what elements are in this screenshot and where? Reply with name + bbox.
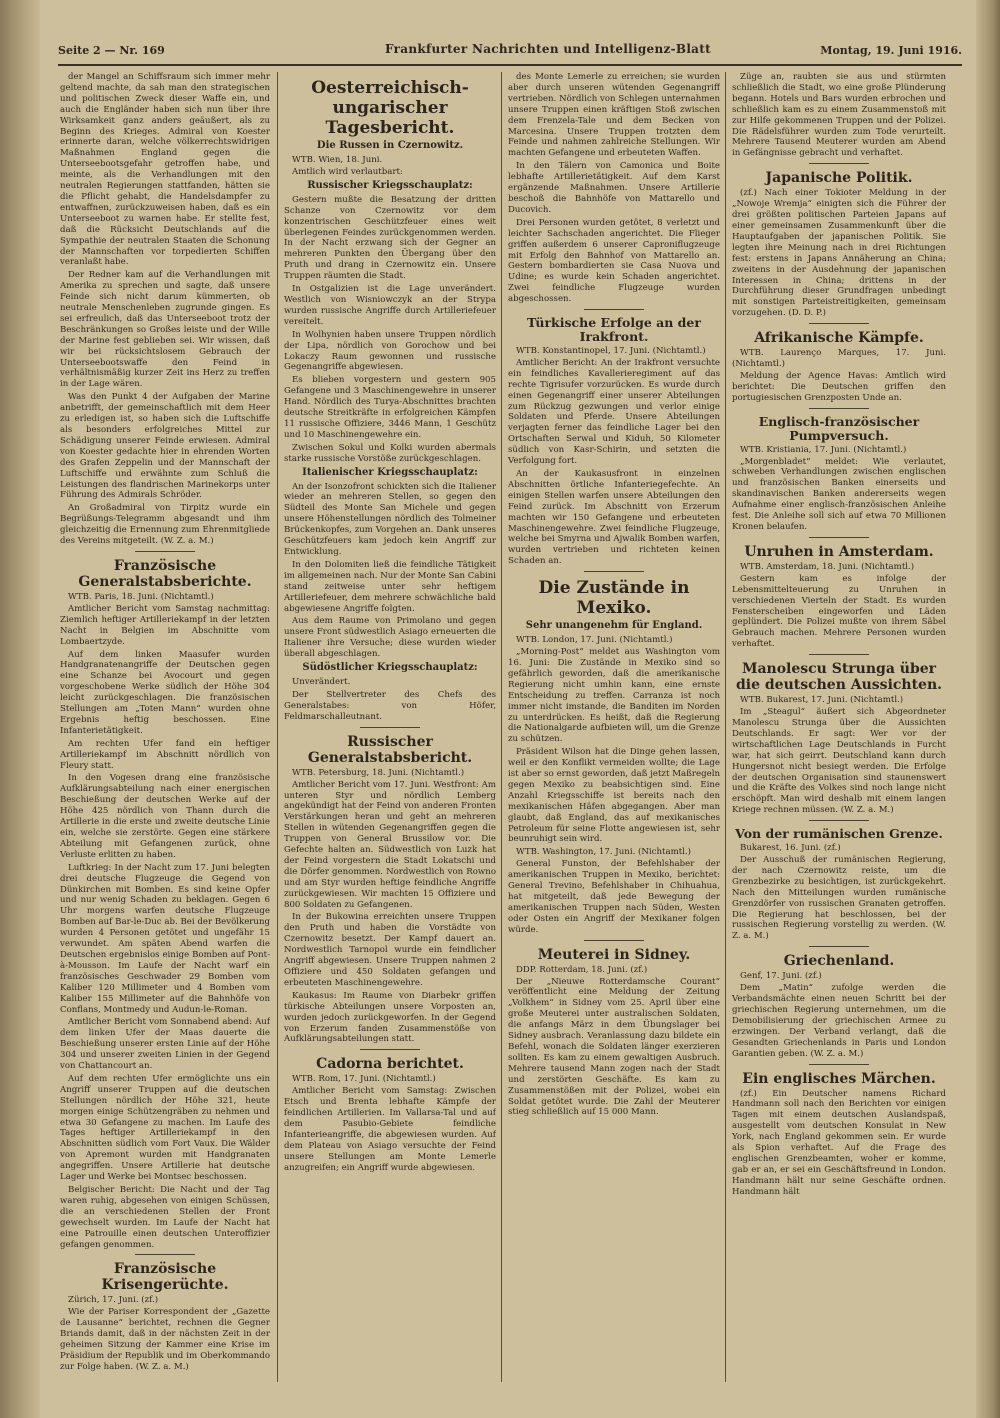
dateline: WTB. Bukarest, 17. Juni. (Nichtamtl.)	[740, 695, 904, 706]
dateline: Zürich, 17. Juni. (zf.)	[68, 1295, 159, 1306]
subheadline: Die Russen in Czernowitz.	[316, 140, 464, 151]
article-paragraph: Es blieben vorgestern und gestern 905 Gefangene und 3 Maschinengewehre in unserer Hand. Nördlich des Turya-Abschnittes brachten deutsche Streitkräfte in erfolgreichen Kämpfen 11 russische Offiziere, 3446 Mann, 1 Geschütz und 10 Maschinengewehre ein.	[284, 375, 496, 440]
headline-manolescu: Manolescu Strunga über die deutschen Aussichten.	[735, 661, 943, 694]
article-paragraph: General Funston, der Befehlshaber der amerikanischen Truppen in Mexiko, berichtet: General Trevino, Befehlshaber in Chihuahua, hat mitgeteilt, daß jede Bewegung der amerikanischen Truppen nach Süden, Westen oder Osten ein Angriff der Mexikaner folgen würde.	[508, 859, 720, 935]
section-heading: Italienischer Kriegsschauplatz:	[302, 466, 478, 478]
column-2	[284, 72, 496, 1392]
page-number: Seite 2 — Nr. 169	[58, 44, 165, 57]
column-rule	[725, 72, 726, 1382]
article-separator	[809, 163, 869, 164]
article-paragraph: Auf dem rechten Ufer ermöglichte uns ein Angriff unserer Truppen auf die deutschen Stellungen nördlich der Höhe 321, heute morgen einige Schützengräben zu nehmen und etwa 30 Gefangene zu machen. Im Laufe des Tages heftiger Artilleriekampf in den Abschnitten südlich vom Fort Vaux. Die Wälder von Apremont wurden mit Handgranaten angegriffen. Unsere Artillerie hat deutsche Lager und Werke bei Montsec beschossen.	[60, 1073, 270, 1183]
article-paragraph: In den Dolomiten ließ die feindliche Tätigkeit im allgemeinen nach. Nur der Monte San Cabini stand zeitweise unter sehr heftigem Artilleriefeuer, dem mehrere schwächliche bald abgewiesene Angriffe folgten.	[284, 559, 496, 614]
column-1	[60, 72, 270, 1392]
article-paragraph: „Morning-Post“ meldet aus Washington vom 16. Juni: Die Zustände in Mexiko sind so gefährlich geworden, daß die amerikanische Regierung nicht umhin kann, eine ernste Entscheidung zu treffen. Carranza ist noch immer nicht imstande, die Banditen im Norden zu unterdrücken. Es heißt, daß die Regierung die Nationalgarde aufbieten will, um die Grenze zu schützen.	[508, 647, 720, 745]
headline-cadorna: Cadorna berichtet.	[316, 1056, 464, 1073]
article-separator	[584, 309, 644, 310]
article-paragraph: Belgischer Bericht: Die Nacht und der Tag waren ruhig, abgesehen von einigen Schüssen, die an verschiedenen Stellen der Front gewechselt wurden. Im Laufe der Nacht hat eine Patrouille einen deutschen Unteroffizier gefangen genommen.	[60, 1185, 270, 1250]
page-edge	[976, 0, 1000, 1418]
headline-greece: Griechenland.	[783, 953, 895, 970]
article-separator	[809, 537, 869, 538]
article-paragraph: Drei Personen wurden getötet, 8 verletzt und leichter Sachschaden angerichtet. Die Flieger griffen außerdem 6 unserer Caproniflugzeuge mit Erfolg den Bahnhof von Mattarello an. Gestern bombardierten sie Casa Nuova und Udine; es wurde kein Schaden angerichtet. Zwei feindliche Flugzeuge wurden abgeschossen.	[508, 217, 720, 305]
article-paragraph: Amtlicher Bericht vom 17. Juni. Westfront: Am unteren Styr und nördlich Lemberg angekündigt hat der Feind von anderen Fronten Verstärkungen heran und geht an mehreren Stellen in wütenden Gegenangriffen gegen die Truppen von General Brussilow vor. Die Gefechte halten an. Südwestlich von Luzk hat der Feind vorgestern die Stadt Lokatschi und die Dörfer genommen. Nordwestlich von Rowno und am Styr wurden heftige feindliche Angriffe zurückgewiesen. Wir machten 15 Offiziere und 800 Soldaten zu Gefangenen.	[284, 779, 496, 910]
dateline: Genf, 17. Juni. (zf.)	[740, 971, 822, 982]
article-separator	[809, 1064, 869, 1065]
article-paragraph: (zf.) Ein Deutscher namens Richard Handmann soll nach den Berichten vor einigen Tagen mit einem deutschen Auslandspaß, ausgestellt vom deutschen Konsulat in New York, nach England gekommen sein. Er wurde als Spion verhaftet. Auf die Frage des englischen Grenzbeamten, woher er komme, gab er an, er sei ein Geschäftsfreund in London. Handmann hält nur seine Geschäfte ordnen. Handmann hält	[732, 1088, 946, 1197]
headline-amsterdam-unrest: Unruhen in Amsterdam.	[744, 543, 934, 560]
dateline: Bukarest, 16. Juni. (zf.)	[740, 843, 841, 854]
dateline: WTB. Paris, 18. Juni. (Nichtamtl.)	[68, 591, 214, 602]
article-paragraph: „Morgenbladet“ meldet: Wie verlautet, schweben Verhandlungen zwischen englischen und französischen Banken einerseits und skandinavischen Banken andererseits wegen Aufnahme einer englisch-französischen Anleihe fest. Die Anleihe soll sich auf etwa 70 Millionen Kronen belaufen.	[732, 456, 946, 532]
dateline: WTB. Rom, 17. Juni. (Nichtamtl.)	[292, 1074, 436, 1085]
dateline: WTB. Wien, 18. Juni.	[292, 155, 383, 165]
article-paragraph: Amtlich wird verlautbart:	[292, 166, 403, 177]
headline-french-reports: Französische Generalstabsberichte.	[78, 557, 252, 590]
article-paragraph: Was den Punkt 4 der Aufgaben der Marine anbetrifft, der gemeinschaftlich mit dem Heer zu erledigen ist, so haben sich die Luftschiffe als besonders erfolgreiches Mittel zur Schädigung unserer Feinde erwiesen. Admiral von Koester gedachte hier in ehrenden Worten des Grafen Zeppelin und der Mannschaft der Luftschiffe und erwähnte zum Schluß die Leistungen des flandrischen Marinekorps unter Führung des Admirals Schröder.	[60, 392, 270, 501]
article-separator	[584, 571, 644, 572]
article-paragraph: Kaukasus: Im Raume von Diarbekr griffen türkische Abteilungen unsere Vorposten an, wurden jedoch zurückgeworfen. In der Gegend von Erzerum fanden Zusammenstöße von Aufklärungsabteilungen statt.	[284, 990, 496, 1045]
article-paragraph: Aus dem Raume von Primolano und gegen unsere Front südwestlich Asiago erneuerten die Italiener ihre Versuche; diese wurden wieder überall abgeschlagen.	[284, 616, 496, 660]
article-paragraph: In der Bukowina erreichten unsere Truppen den Pruth und haben die Vorstädte von Czernowitz besetzt. Der Kampf dauert an. Nordwestlich Tarnopol wurde ein feindlicher Angriff abgewiesen. Unsere Truppen nahmen 2 Offiziere und 450 Soldaten gefangen und erbeuteten Maschinengewehre.	[284, 912, 496, 988]
dateline: WTB. Laurenço Marques, 17. Juni. (Nichtamtl.)	[732, 348, 946, 370]
headline-japanese-politics: Japanische Politik.	[765, 170, 913, 187]
article-paragraph: (zf.) Nach einer Tokioter Meldung in der „Nowoje Wremja“ einigten sich die Führer der drei größten politischen Parteien Japans auf einer gemeinsamen Zusammenkunft über die Hauptaufgaben der japanischen Politik. Sie legten ihre Meinung nach in drei Richtungen fest: erstens in Japans Annäherung an China; zweitens in der Ausdehnung der japanischen Interessen in China; drittens in der Durchführung dieser Grundfragen unbedingt mit sonstigen Parteistreitigkeiten, gemeinsam vorzugehen. (D. D. P.)	[732, 188, 946, 319]
article-separator	[809, 323, 869, 324]
article-paragraph: Präsident Wilson hat die Dinge gehen lassen, weil er den Konflikt vermeiden wollte; die Lage ist aber so ernst geworden, daß jetzt Maßregeln gegen Mexiko zu beabsichtigen sind. Eine Anzahl Kriegsschiffe ist bereits nach den mexikanischen Häfen abgegangen. Aber man glaubt, daß England, das auf mexikanisches Petroleum für seine Flotte angewiesen ist, sehr beunruhigt sein wird.	[508, 747, 720, 845]
article-paragraph: Wie der Pariser Korrespondent der „Gazette de Lausanne“ berichtet, rechnen die Gegner Briands damit, daß in der nächsten Zeit in der geheimen Sitzung der Kammer eine Krise im Präsidium der Republik und im Oberkommando zur Folge haben. (W. Z. a. M.)	[60, 1307, 270, 1372]
article-separator	[135, 551, 195, 552]
article-separator	[809, 408, 869, 409]
column-rule	[501, 72, 502, 1382]
article-paragraph: Zwischen Sokul und Kolki wurden abermals starke russische Vorstöße zurückgeschlagen.	[284, 442, 496, 464]
article-paragraph: Dem „Matin“ zufolge werden die Verbandsmächte einen neuen Schritt bei der griechischen Regierung unternehmen, um die Demobilisierung der griechischen Armee zu erzwingen. Der Verband verlangt, daß die Gesandten Griechenlands in Paris und London Garantien geben. (W. Z. a. M.)	[732, 983, 946, 1059]
section-heading: Südöstlicher Kriegsschauplatz:	[302, 662, 478, 674]
newspaper-title: Frankfurter Nachrichten und Intelligenz-Blatt	[385, 42, 711, 56]
article-paragraph: Züge an, raubten sie aus und stürmten schließlich die Stadt, wo eine große Plünderung begann. Hotels und Bars wurden erbrochen und schließlich kam es zu einem Zusammenstoß mit zur Hilfe gekommenen Truppen und der Polizei. Die Rädelsführer wurden zum Tode verurteilt. Mehrere Tausend Meuterer wurden am Abend in Gefängnisse gebracht und verhaftet.	[732, 72, 946, 159]
dateline: WTB. Washington, 17. Juni. (Nichtamtl.)	[516, 847, 692, 858]
article-paragraph: An der Isonzofront schickten sich die Italiener wieder an mehreren Stellen, so gegen den Südteil des Monte San Michele und gegen unsere Höhenstellungen nördlich des Tolmeiner Brückenkopfes, zum Vorgehen an. Dank unseres Geschützfeuers kam jedoch kein Angriff zur Entwicklung.	[284, 481, 496, 557]
article-paragraph: Amtlicher Bericht vom Samstag: Zwischen Etsch und Brenta lebhafte Kämpfe der feindlichen Artillerien. Im Vallarsa-Tal und auf dem Pasubio-Gebiete feindliche Infanterieangriffe, die abgewiesen wurden. Auf dem Plateau von Asiago versuchte der Feind unsere Stellungen am Monte Lemerle anzugreifen; ein Angriff wurde abgewiesen.	[284, 1086, 496, 1173]
article-paragraph: Gestern kam es infolge der Lebensmittelteuerung zu Unruhen in verschiedenen Vierteln der Stadt. Es wurden Fensterscheiben eingeworfen und Läden geplündert. Die Polizei mußte von ihrem Säbel Gebrauch machen. Mehrere Personen wurden verhaftet.	[732, 573, 946, 650]
headline-anglo-french-loan: Englisch-französischer Pumpversuch.	[758, 413, 920, 443]
issue-date: Montag, 19. Juni 1916.	[820, 44, 962, 57]
headline-austro-hungarian-report: Oesterreichisch-ungarischer Tagesbericht.	[311, 78, 469, 138]
article-paragraph: Der Ausschuß der rumänischen Regierung, der nach Czernowitz reiste, um die Grenzbezirke zu besichtigen, ist zurückgekehrt. Nach den Mitteilungen wurden rumänische Grenzdörfer von russischen Granaten getroffen. Die Regierung hat beschlossen, bei der russischen Regierung vorstellig zu werden. (W. Z. a. M.)	[732, 855, 946, 942]
article-paragraph: Amtlicher Bericht vom Samstag nachmittag: Ziemlich heftiger Artilleriekampf in der letzten Nacht in Belgien im Abschnitte vom Lombaertzyde.	[60, 603, 270, 647]
headline-sidney-mutiny: Meuterei in Sidney.	[537, 946, 691, 963]
headline-romanian-border: Von der rumänischen Grenze.	[735, 826, 943, 842]
dateline: WTB. Petersburg, 18. Juni. (Nichtamtl.)	[292, 767, 465, 778]
dateline: WTB. Amsterdam, 18. Juni. (Nichtamtl.)	[740, 561, 915, 572]
article-paragraph: In den Tälern von Camonica und Boite lebhafte Artillerietätigkeit. Auf dem Karst ergänzende Maßnahmen. Unsere Artillerie beschoß die Bahnhöfe von Mattarello und Ducovich.	[508, 161, 720, 215]
binding-spine	[0, 0, 40, 1418]
subheadline: Sehr unangenehm für England.	[525, 620, 703, 632]
article-paragraph: In Wolhynien haben unsere Truppen nördlich der Lipa, nördlich von Gorochow und bei Lokaczy Raum gewonnen und russische Gegenangriffe abgewiesen.	[284, 329, 496, 373]
article-paragraph: An Großadmiral von Tirpitz wurde ein Begrüßungs-Telegramm abgesandt und ihm gleichzeitig die Ernennung zum Ehrenmitgliede des Vereins mitgeteilt. (W. Z. a. M.)	[60, 503, 270, 547]
article-separator	[809, 654, 869, 655]
article-paragraph: An der Kaukasusfront in einzelnen Abschnitten örtliche Infanteriegefechte. An einigen Stellen warfen unsere Abteilungen den Feind zurück. Im Abschnitt von Erzerum machten wir 150 Gefangene und erbeuteten Maschinengewehre. Zwei feindliche Flugzeuge, welche bei Smyrna und Ajwalik Bomben warfen, wurden vertrieben und richteten keinen Schaden an.	[508, 469, 720, 567]
article-paragraph: Auf dem linken Maasufer wurden Handgranatenangriffe der Deutschen gegen eine Schanze bei Avocourt und gegen vorgeschobene Werke südlich der Höhe 304 leicht zurückgeschlagen. Die französischen Stellungen am „Toten Mann“ wurden ohne Ergebnis heftig beschossen. Eine Infanterietätigkeit.	[60, 649, 270, 736]
dateline: WTB. Konstantinopel, 17. Juni. (Nichtamtl.)	[516, 346, 706, 357]
dateline: WTB. Kristiania, 17. Juni. (Nichtamtl.)	[740, 444, 907, 455]
dateline: DDP. Rotterdam, 18. Juni. (zf.)	[516, 964, 648, 975]
article-paragraph: Gestern mußte die Besatzung der dritten Schanze von Czernowitz vor dem konzentrischen Geschützfeuer eines weit überlegenen Feindes zurückgenommen werden. In der Nacht erzwang sich der Gegner an mehreren Punkten den Übergang über den Pruth und drang in Czernowitz ein. Unsere Truppen räumten die Stadt.	[284, 194, 496, 282]
section-heading: Russischer Kriegsschauplatz:	[307, 179, 473, 191]
headline-russian-report: Russischer Generalstabsbericht.	[307, 733, 473, 766]
article-paragraph: Amtlicher Bericht: An der Irakfront versuchte ein feindliches Kavallerieregiment auf das rechte Tigrisufer vorzurücken. Es wurde durch einen Gegenangriff einer unserer Abteilungen zum Rückzug gezwungen und verlor einige Soldaten und Pferde. Unsere Abteilungen verjagten ferner das feindliche Lager bei den Ortschaften Serwal und Kiduh, 50 Kilometer südlich von Kasr-Schirin, und setzten die Verfolgung fort.	[508, 357, 720, 467]
article-paragraph: Der „Nieuwe Rotterdamsche Courant“ veröffentlicht eine Meldung der Zeitung „Volkhem“ in Sidney vom 25. April über eine große Meuterei unter australischen Soldaten, die anfangs März in dem Übungslager bei Sidney ausbrach. Veranlassung dazu bildete ein Befehl, wonach die Soldaten länger exerzieren sollten. Es kam zu einem gewaltigen Ausbruch. Mehrere tausend Mann zogen nach der Stadt und zerstörten Geschäfte. Es kam zu Zusammenstößen mit der Polizei, wobei ein Soldat getötet wurde. Die Zahl der Meuterer stieg schließlich auf 15 000 Mann.	[508, 976, 720, 1118]
article-separator	[584, 940, 644, 941]
article-paragraph: Am rechten Ufer fand ein heftiger Artilleriekampf im Abschnitt nördlich von Fleury statt.	[60, 738, 270, 771]
headline-turkish-success: Türkische Erfolge an der Irakfront.	[527, 315, 701, 345]
article-separator	[809, 820, 869, 821]
headline-african-battles: Afrikanische Kämpfe.	[754, 330, 924, 347]
article-separator	[360, 727, 420, 728]
article-paragraph: Amtlicher Bericht vom Sonnabend abend: Auf dem linken Ufer der Maas dauerte die Beschießung unserer ersten Linie auf der Höhe 304 und unserer zweiten Linien in der Gegend von Chattancourt an.	[60, 1017, 270, 1072]
article-separator	[360, 1049, 420, 1050]
headline-mexico: Die Zustände in Mexiko.	[538, 578, 690, 619]
article-paragraph: In den Vogesen drang eine französische Aufklärungsabteilung nach einer energischen Beschießung der deutschen Werke auf der Höhe 425 nördlich von Thann durch die Artillerie in die erste und zweite deutsche Linie ein, welche sie zerstörte. Gegen eine stärkere Abteilung mit Gefangenen zurück, ohne Verluste erlitten zu haben.	[60, 773, 270, 860]
article-separator	[809, 946, 869, 947]
page-header	[58, 40, 962, 66]
article-paragraph: Im „Steagul“ äußert sich Abgeordneter Manolescu Strunga über die Aussichten Deutschlands. Er sagt: Wer vor der wirtschaftlichen Lage Deutschlands in Furcht war, hat sich geirrt. Deutschland kann durch Hungersnot nicht besiegt werden. Die Erfolge der deutschen Organisation sind staunenswert und die Kräfte des Volkes sind noch lange nicht erschöpft. Man wird deshalb mit einem langen Kriege rechnen müssen. (W. Z. a. M.)	[732, 707, 946, 816]
article-paragraph: Der Redner kam auf die Verhandlungen mit Amerika zu sprechen und sagte, daß unsere Feinde sich nicht darum kümmerten, ob neutrale Menschenleben zugrunde gingen. Es sei erfreulich, daß das Unterseeboot trotz der Beschränkungen so Großes leiste und der Wille der Marine fest geblieben sei. Wir wissen, daß wir bei rücksichtslosem Gebrauch der Unterseebootswaffe den Feind in verhältnismäßig kurzer Zeit ins Herz zu treffen in der Lage wären.	[60, 270, 270, 390]
article-separator	[135, 1254, 195, 1255]
column-3	[508, 72, 720, 1392]
article-paragraph: Unverändert.	[292, 677, 351, 688]
headline-english-fairytale: Ein englisches Märchen.	[742, 1070, 936, 1087]
article-paragraph: des Monte Lemerle zu erreichen; sie wurden aber durch unseren wütenden Gegenangriff vertrieben. Nördlich von Schlegen unternahmen unsere Truppen einen kräftigen Stoß zwischen dem Frenzela-Tale und dem Becken von Marcesina. Unsere Truppen trotzten dem Feinde und nahmen zahlreiche Stellungen. Wir machten Gefangene und erbeuteten Waffen.	[508, 72, 720, 159]
column-rule	[277, 72, 278, 1382]
article-paragraph: der Mangel an Schiffsraum sich immer mehr geltend machte, da sah man den strategischen und politischen Zweck dieser Waffe ein, und auch die Engländer haben sich nun über ihre Wirksamkeit ganz anders geäußert, als zu Beginn des Krieges. Admiral von Koester erinnerte daran, welche völkerrechtswidrigen Maßnahmen England gegen die Unterseebootsgefahr getroffen habe, und meinte, als die Verhandlungen mit den neutralen Regierungen stattfanden, hätten sie die Pflicht gehabt, die Handelsdampfer zu entwaffnen, zurückzuweisen haben, daß es ein Unterseeboot zu warnen habe. Er stellte fest, daß die Rücksicht Deutschlands auf die Sympathie der neutralen Staaten die Schonung der Mannschaften vor torpedierten Schiffen veranlaßt habe.	[60, 72, 270, 268]
headline-french-crisis: Französische Krisengerüchte.	[101, 1261, 229, 1294]
column-4	[732, 72, 946, 1392]
article-paragraph: Luftkrieg: In der Nacht zum 17. Juni belegten drei deutsche Flugzeuge die Gegend von Dünkirchen mit Bomben. Es sind keine Opfer und nur wenig Schaden zu beklagen. Gegen 6 Uhr morgens warfen deutsche Flugzeuge Bomben auf Bar-le-Duc ab. Bei der Bevölkerung wurden 4 Personen getötet und ungefähr 15 verwundet. Am späten Abend warfen die Deutschen ergebnislos einige Bomben auf Pont-à-Mousson. Im Laufe der Nacht warf ein französisches Geschwader 29 Bomben vom Kaliber 120 Millimeter und 4 Bomben vom Kaliber 155 Millimeter auf die Bahnhöfe von Conflans, Montmedy und Audun-le-Roman.	[60, 862, 270, 1015]
article-paragraph: Meldung der Agence Havas: Amtlich wird berichtet: Die Deutschen griffen den portugiesischen Grenzposten Unde an.	[732, 370, 946, 403]
dateline: WTB. London, 17. Juni. (Nichtamtl.)	[516, 635, 673, 646]
article-paragraph: Der Stellvertreter des Chefs des Generalstabes: von Höfer, Feldmarschalleutnant.	[284, 689, 496, 722]
article-paragraph: In Ostgalizien ist die Lage unverändert. Westlich von Wisniowczyk an der Strypa wurden russische Angriffe durch Artilleriefeuer vereitelt.	[284, 284, 496, 327]
